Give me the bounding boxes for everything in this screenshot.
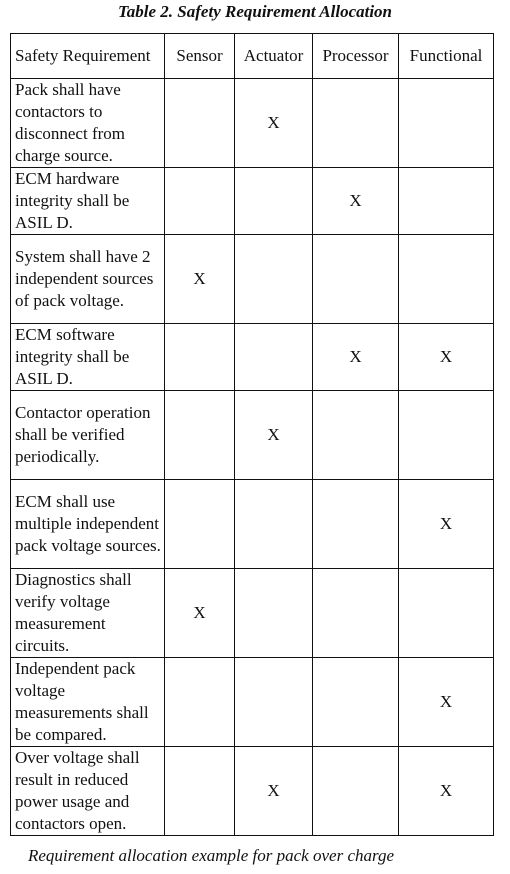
table-row <box>11 235 494 324</box>
actuator-cell <box>235 569 313 658</box>
actuator-cell <box>235 658 313 747</box>
requirement-cell: ECM shall use multiple independent pack voltage sources. <box>11 480 165 569</box>
column-header-processor: Processor <box>313 34 399 79</box>
sensor-cell <box>165 747 235 836</box>
table-row <box>11 569 494 658</box>
column-header-functional: Functional <box>399 34 494 79</box>
sensor-cell: X <box>165 569 235 658</box>
requirement-cell: Pack shall have contactors to disconnect from charge source. <box>11 79 165 168</box>
sensor-cell <box>165 480 235 569</box>
processor-cell <box>313 480 399 569</box>
functional-cell <box>399 235 494 324</box>
requirement-cell: Over voltage shall result in reduced power usage and contactors open. <box>11 747 165 836</box>
functional-cell <box>399 168 494 235</box>
actuator-cell <box>235 168 313 235</box>
actuator-cell: X <box>235 79 313 168</box>
requirement-cell: ECM software integrity shall be ASIL D. <box>11 324 165 391</box>
actuator-cell: X <box>235 747 313 836</box>
functional-cell: X <box>399 658 494 747</box>
column-header-safety-requirement: Safety Requirement <box>11 34 165 79</box>
requirement-cell: ECM hardware integrity shall be ASIL D. <box>11 168 165 235</box>
actuator-cell: X <box>235 391 313 480</box>
processor-cell: X <box>313 168 399 235</box>
functional-cell <box>399 79 494 168</box>
actuator-cell <box>235 480 313 569</box>
table-row <box>11 747 494 836</box>
sensor-cell <box>165 658 235 747</box>
sensor-cell <box>165 324 235 391</box>
functional-cell: X <box>399 747 494 836</box>
table-row <box>11 658 494 747</box>
functional-cell <box>399 569 494 658</box>
actuator-cell <box>235 324 313 391</box>
functional-cell: X <box>399 324 494 391</box>
table-caption: Requirement allocation example for pack over charge <box>28 846 395 865</box>
header-row <box>11 34 494 79</box>
functional-cell: X <box>399 480 494 569</box>
processor-cell <box>313 235 399 324</box>
sensor-cell: X <box>165 235 235 324</box>
processor-cell <box>313 569 399 658</box>
table-title: Table 2. Safety Requirement Allocation <box>117 2 393 21</box>
column-header-sensor: Sensor <box>165 34 235 79</box>
requirement-cell: Contactor operation shall be verified periodically. <box>11 391 165 480</box>
sensor-cell <box>165 168 235 235</box>
table-row <box>11 324 494 391</box>
requirement-cell: System shall have 2 independent sources of pack voltage. <box>11 235 165 324</box>
table-row <box>11 480 494 569</box>
processor-cell <box>313 658 399 747</box>
requirement-cell: Independent pack voltage measurements shall be compared. <box>11 658 165 747</box>
table-row <box>11 391 494 480</box>
column-header-actuator: Actuator <box>235 34 313 79</box>
processor-cell <box>313 79 399 168</box>
processor-cell <box>313 747 399 836</box>
actuator-cell <box>235 235 313 324</box>
table-row <box>11 79 494 168</box>
sensor-cell <box>165 391 235 480</box>
processor-cell: X <box>313 324 399 391</box>
functional-cell <box>399 391 494 480</box>
table-row <box>11 168 494 235</box>
processor-cell <box>313 391 399 480</box>
requirement-cell: Diagnostics shall verify voltage measurement circuits. <box>11 569 165 658</box>
sensor-cell <box>165 79 235 168</box>
safety-requirement-allocation-table <box>10 33 494 836</box>
